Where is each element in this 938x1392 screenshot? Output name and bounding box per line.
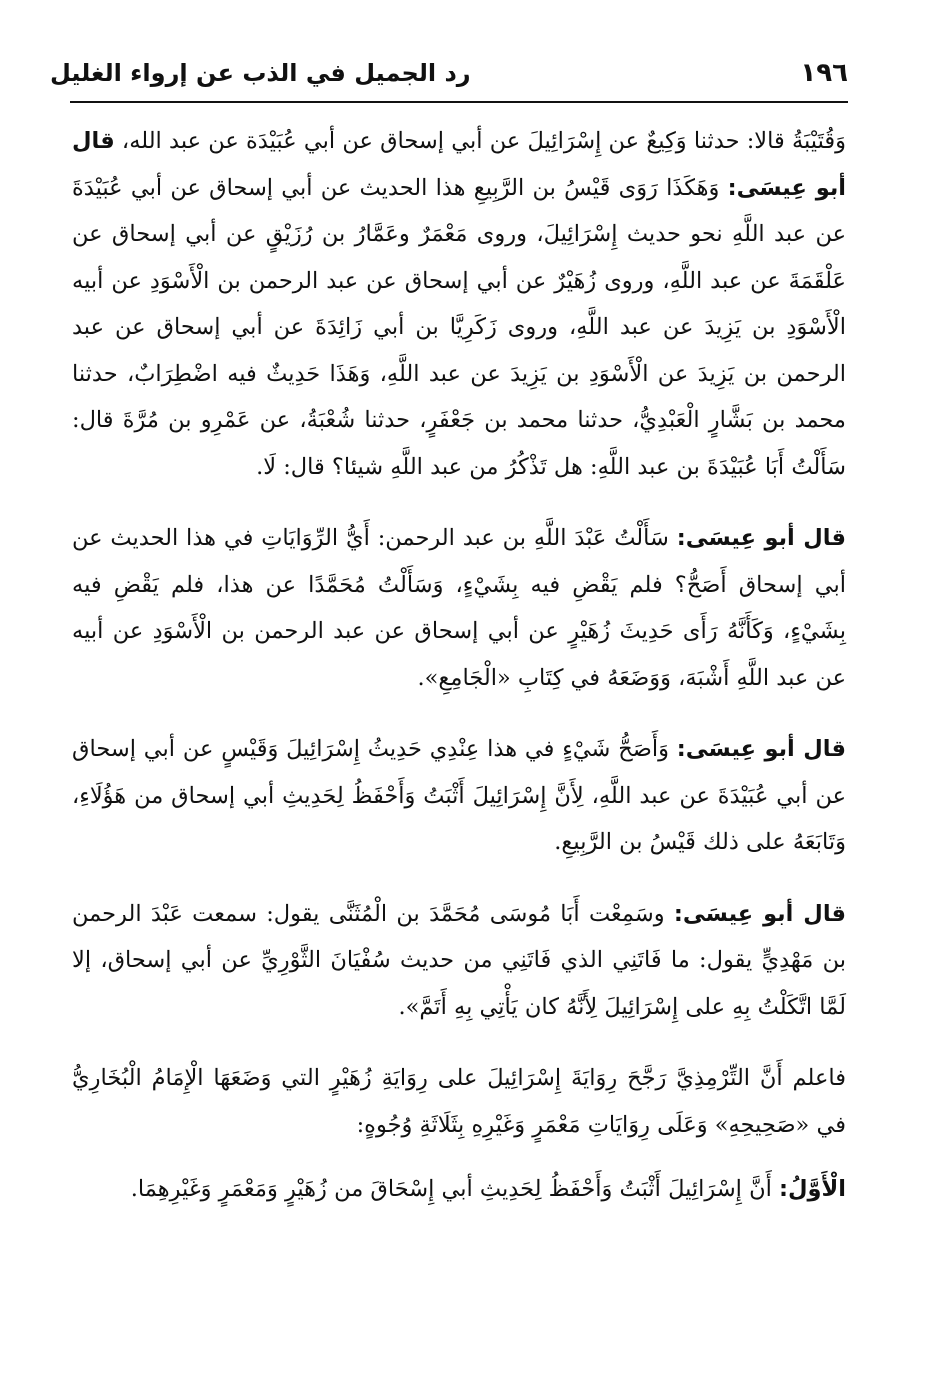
paragraph-lead: قال أبو عِيسَى:	[673, 900, 847, 927]
paragraph-lead: قال أبو عِيسَى:	[676, 525, 846, 551]
paragraph-lead: قال أبو عِيسَى:	[676, 736, 846, 762]
paragraph-text: وسَمِعْت أَبَا مُوسَى مُحَمَّدَ بن الْمُثَنَّى يقول: سمعت عَبْدَ الرحمن بن مَهْدِيٍّ يقول: ما فَاتَنِي الذي فَاتَنِي من حديث سُفْيَانَ الثَّوْرِيِّ عن أبي إسحاق، إلا لَمَّا اتَّكَلْتُ بِهِ على إِسْرَائِيلَ لِأَنَّهُ كان يَأْتِي بِهِ أَتَمَّ».	[72, 900, 846, 1020]
page-number: ١٩٦	[800, 58, 848, 88]
paragraph-1	[72, 118, 846, 490]
paragraph-text: أَنَّ إِسْرَائِيلَ أَثْبَتُ وَأَحْفَظُ لِحَدِيثِ أبي إِسْحَاقَ من زُهَيْرٍ وَمَعْمَرٍ وَغَيْرِهِمَا.	[130, 1176, 780, 1202]
paragraph-text: وَأَصَحُّ شَيْءٍ في هذا عِنْدِي حَدِيثُ إِسْرَائِيلَ وَقَيْسٍ عن أبي إسحاق عن أبي عُبَيْدَةَ عن عبد اللَّهِ، لِأَنَّ إِسْرَائِيلَ أَثْبَتُ وَأَحْفَظُ لِحَدِيثِ أبي إسحاق من هَؤُلَاءِ، وَتَابَعَهُ على ذلك قَيْسُ بن الرَّبِيعِ.	[72, 736, 846, 855]
paragraph-4	[72, 891, 846, 1031]
page-header	[50, 48, 848, 98]
paragraph-text: سَأَلْتُ عَبْدَ اللَّهِ بن عبد الرحمن: أَيُّ الرِّوَايَاتِ في هذا الحديث عن أبي إسحاق أَصَحُّ؟ فلم يَقْضِ فيه بِشَيْءٍ، وَسَأَلْتُ مُحَمَّدًا عن هذا، فلم يَقْضِ فيه بِشَيْءٍ، وَكَأَنَّهُ رَأَى حَدِيثَ زُهَيْرٍ عن أبي إسحاق عن عبد الرحمن بن الْأَسْوَدِ عن أبيه عن عبد اللَّهِ أَشْبَهَ، وَوَضَعَهُ في كِتَابِ «الْجَامِعِ».	[72, 525, 846, 691]
page-body	[72, 118, 846, 1238]
paragraph-3	[72, 726, 846, 866]
paragraph-text: وَقُتَيْبَةُ قالا: حدثنا وَكِيعٌ عن إِسْرَائِيلَ عن أبي إسحاق عن أبي عُبَيْدَة عن عبد الله، قال أبو عِيسَى: وَهَكَذَا رَوَى قَيْسُ بن الرَّبِيعِ هذا الحديث عن أبي إسحاق عن أبي عُبَيْدَةَ عن عبد اللَّهِ نحو حديث إِسْرَائِيلَ، وروى مَعْمَرٌ وعَمَّارُ بن رُزَيْقٍ عن أبي إسحاق عن عَلْقَمَةَ عن عبد اللَّهِ، وروى زُهَيْرٌ عن أبي إسحاق عن عبد الرحمن بن الْأَسْوَدِ عن أبيه الْأَسْوَدِ بن يَزِيدَ عن عبد اللَّهِ، وروى زَكَرِيَّا بن أبي زَائِدَةَ عن أبي إسحاق عن عبد الرحمن بن يَزِيدَ عن الْأَسْوَدِ بن يَزِيدَ عن عبد اللَّهِ، وَهَذَا حَدِيثٌ فيه اضْطِرَابٌ، حدثنا محمد بن بَشَّارٍ الْعَبْدِيُّ، حدثنا محمد بن جَعْفَرٍ، حدثنا شُعْبَةُ، عن عَمْرِو بن مُرَّةَ قال: سَأَلْتُ أَبَا عُبَيْدَةَ بن عبد اللَّهِ: هل تَذْكُرُ من عبد اللَّهِ شيئا؟ قال: لَا.	[72, 128, 846, 480]
paragraph-lead: الْأَوَّلُ:	[779, 1176, 846, 1202]
running-title: رد الجميل في الذب عن إرواء الغليل	[50, 59, 471, 87]
paragraph-5	[72, 1055, 846, 1148]
paragraph-speaker: قال أبو عِيسَى:	[72, 128, 846, 201]
paragraph-6	[72, 1166, 846, 1213]
paragraph-text: فاعلم أَنَّ التِّرْمِذِيَّ رَجَّحَ رِوَايَةَ إِسْرَائِيلَ على رِوَايَةِ زُهَيْرٍ التي وَضَعَهَا الْإِمَامُ الْبُخَارِيُّ في «صَحِيحِهِ» وَعَلَى رِوَايَاتِ مَعْمَرٍ وَغَيْرِهِ بِثَلَاثَةِ وُجُوهٍ:	[72, 1065, 846, 1138]
paragraph-2	[72, 515, 846, 701]
header-divider	[70, 101, 848, 103]
